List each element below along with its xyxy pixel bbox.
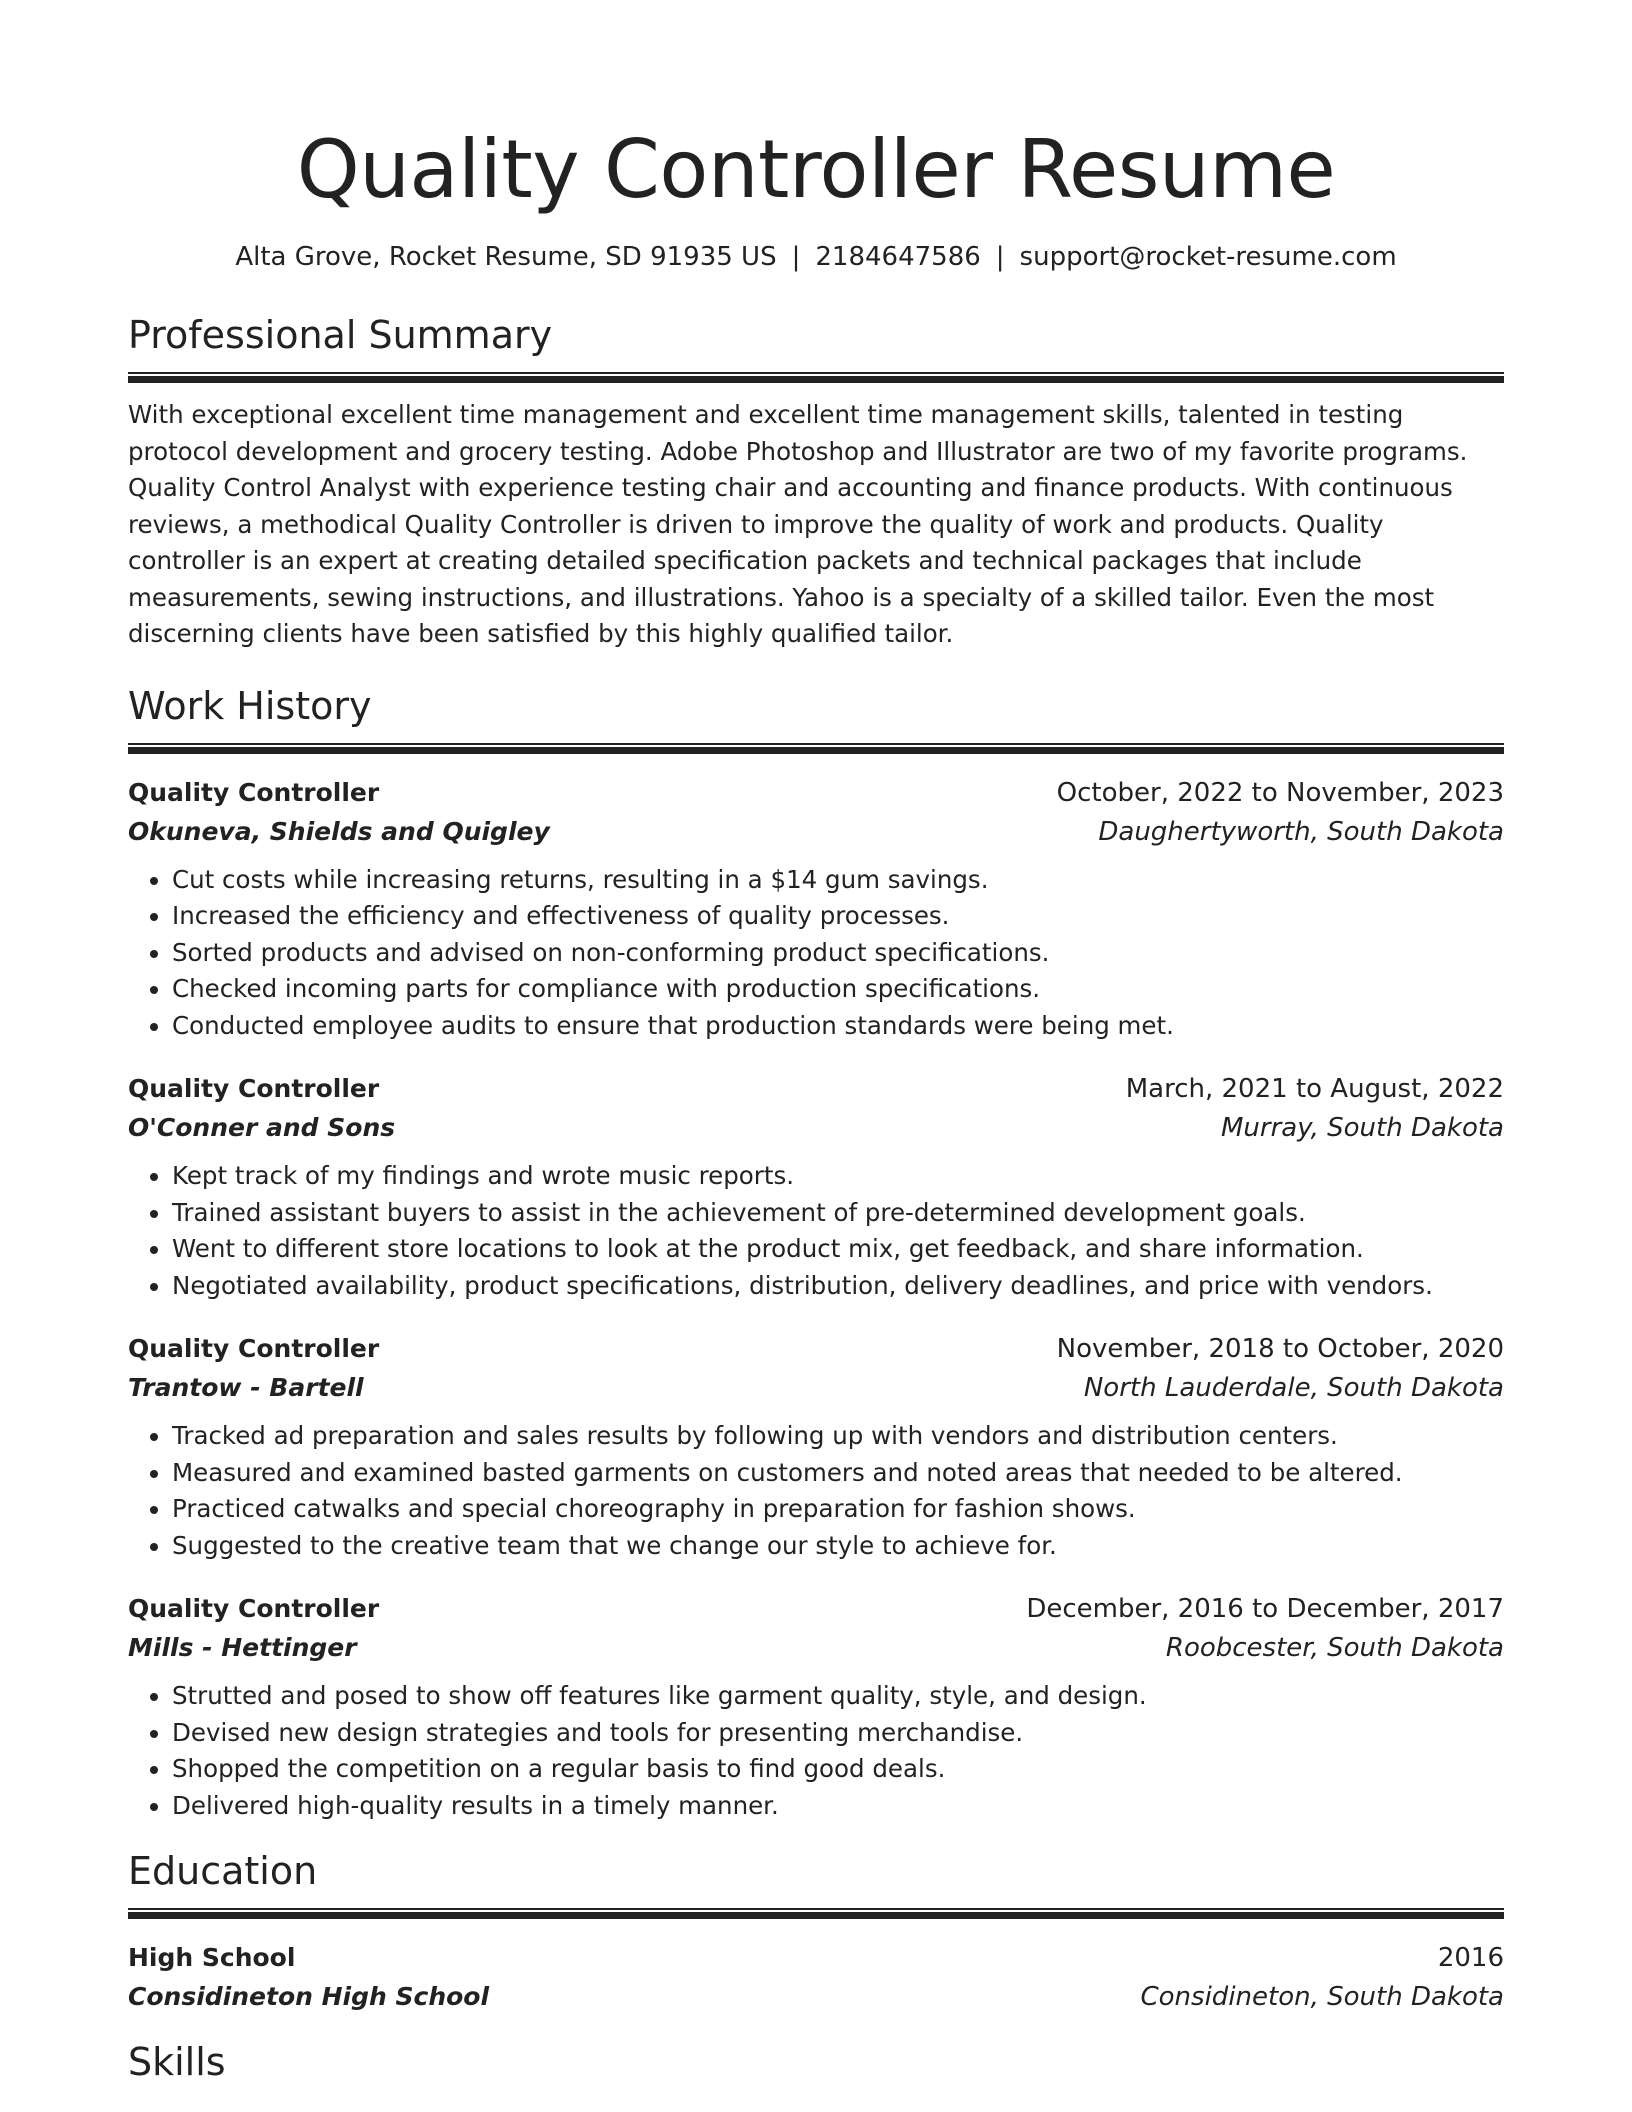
job-title: Quality Controller	[128, 777, 380, 807]
contact-phone: 2184647586	[815, 242, 981, 272]
job-bullets	[128, 1418, 1504, 1564]
job-dates: December, 2016 to December, 2017	[1026, 1594, 1504, 1624]
education-school: Considineton High School	[128, 1982, 490, 2011]
contact-separator: |	[791, 242, 801, 272]
section-heading-skills: Skills	[128, 2040, 226, 2084]
list-item: • Trained assistant buyers to assist in the achievement of pre-determined development goals.	[172, 1195, 1504, 1232]
job-dates: October, 2022 to November, 2023	[1056, 777, 1504, 808]
list-item: • Practiced catwalks and special choreography in preparation for fashion shows.	[172, 1491, 1504, 1528]
list-item: • Cut costs while increasing returns, resulting in a $14 gum savings.	[172, 862, 1504, 899]
job-entry	[128, 1070, 1504, 1304]
job-bullets	[128, 862, 1504, 1045]
job-entry	[128, 1330, 1504, 1564]
list-item: • Measured and examined basted garments on customers and noted areas that needed to be altered.	[172, 1455, 1504, 1492]
resume-title: Quality Controller Resume	[296, 123, 1336, 216]
education-location: Considineton, South Dakota	[1140, 1982, 1504, 2012]
section-heading-education: Education	[128, 1849, 318, 1893]
job-company: Okuneva, Shields and Quigley	[128, 816, 550, 846]
section-heading-summary: Professional Summary	[128, 313, 553, 357]
list-item: • Devised new design strategies and tools for presenting merchandise.	[172, 1715, 1504, 1752]
list-item: • Suggested to the creative team that we change our style to achieve for.	[172, 1528, 1504, 1565]
list-item: • Tracked ad preparation and sales results by following up with vendors and distribution centers.	[172, 1418, 1504, 1455]
job-company: O'Conner and Sons	[128, 1113, 396, 1142]
job-location: Daughertyworth, South Dakota	[1098, 816, 1504, 847]
job-title: Quality Controller	[128, 1074, 380, 1103]
contact-address: Alta Grove, Rocket Resume, SD 91935 US	[235, 242, 777, 272]
resume-page	[128, 0, 1504, 2085]
section-divider	[128, 743, 1504, 754]
contact-separator: |	[995, 242, 1005, 272]
job-location: Murray, South Dakota	[1221, 1113, 1504, 1143]
job-bullets	[128, 1678, 1504, 1824]
list-item: • Conducted employee audits to ensure that production standards were being met.	[172, 1008, 1504, 1045]
job-title: Quality Controller	[128, 1334, 380, 1363]
job-location: Roobcester, South Dakota	[1165, 1633, 1504, 1663]
job-location: North Lauderdale, South Dakota	[1083, 1373, 1504, 1403]
summary-text: With exceptional excellent time management and excellent time management skills, talented in testing protocol development and grocery testing. Adobe Photoshop and Illustrator are two of my favorite programs. Quality Control Analyst with experience testing chair and accounting and finance products. With continuous reviews, a methodical Quality Controller is driven to improve the quality of work and products. Quality controller is an expert at creating detailed specification packets and technical packages that include measurements, sewing instructions, and illustrations. Yahoo is a specialty of a skilled tailor. Even the most discerning clients have been satisfied by this highly qualified tailor.	[128, 400, 1468, 648]
section-divider	[128, 1908, 1504, 1919]
job-entry	[128, 1590, 1504, 1824]
section-divider	[128, 372, 1504, 383]
job-entry	[128, 774, 1504, 1045]
list-item: • Negotiated availability, product specifications, distribution, delivery deadlines, and price with vendors.	[172, 1268, 1504, 1305]
education-entry	[128, 1939, 1504, 2017]
list-item: • Went to different store locations to look at the product mix, get feedback, and share information.	[172, 1231, 1504, 1268]
summary-section	[128, 312, 1504, 653]
section-heading-work-history: Work History	[128, 683, 372, 728]
education-year: 2016	[1437, 1943, 1504, 1973]
work-history-section	[128, 683, 1504, 1825]
job-company: Trantow - Bartell	[128, 1373, 364, 1402]
skills-section	[128, 2039, 1504, 2085]
list-item: • Checked incoming parts for compliance with production specifications.	[172, 971, 1504, 1008]
job-dates: March, 2021 to August, 2022	[1125, 1074, 1504, 1104]
list-item: • Sorted products and advised on non-conforming product specifications.	[172, 935, 1504, 972]
list-item: • Increased the efficiency and effectiveness of quality processes.	[172, 898, 1504, 935]
list-item: • Kept track of my findings and wrote music reports.	[172, 1158, 1504, 1195]
job-dates: November, 2018 to October, 2020	[1056, 1334, 1504, 1364]
education-degree: High School	[128, 1943, 296, 1972]
job-bullets	[128, 1158, 1504, 1304]
list-item: • Shopped the competition on a regular basis to find good deals.	[172, 1751, 1504, 1788]
job-title: Quality Controller	[128, 1594, 380, 1623]
education-section	[128, 1848, 1504, 2017]
list-item: • Delivered high-quality results in a timely manner.	[172, 1788, 1504, 1825]
job-company: Mills - Hettinger	[128, 1633, 357, 1662]
list-item: • Strutted and posed to show off features like garment quality, style, and design.	[172, 1678, 1504, 1715]
contact-line	[128, 240, 1504, 274]
contact-email: support@rocket-resume.com	[1019, 242, 1397, 272]
